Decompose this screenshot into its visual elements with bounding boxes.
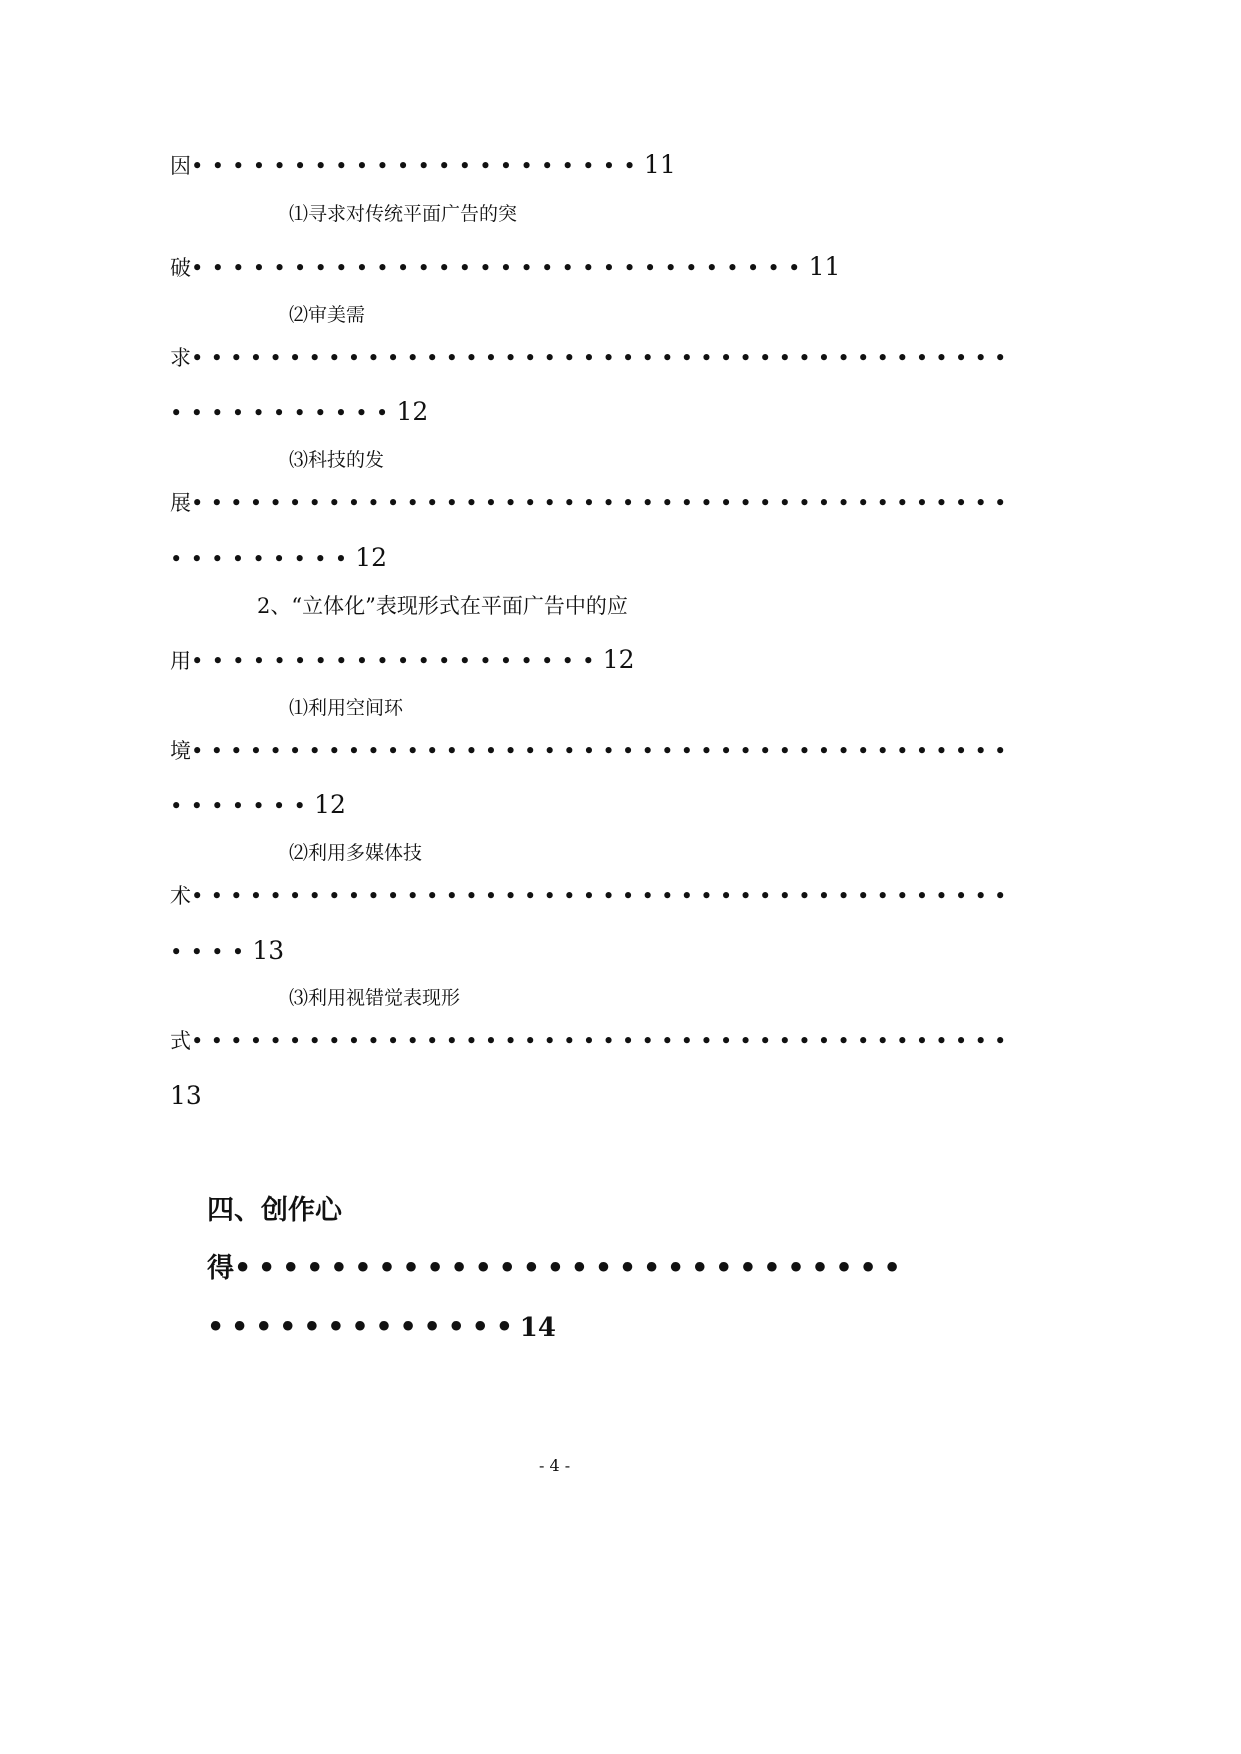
toc-section-entry-creation-cont[interactable] bbox=[207, 1314, 556, 1341]
toc-entry-text: 得 bbox=[207, 1253, 234, 1284]
toc-leader-dots: •••••••••••••••••••••••••••••• bbox=[191, 256, 809, 280]
toc-subentry-aesthetic[interactable]: ⑵审美需 bbox=[289, 304, 366, 326]
toc-entry-text: 用 bbox=[170, 649, 191, 673]
toc-page-number: 12 bbox=[396, 397, 429, 426]
toc-page-number: 11 bbox=[808, 252, 841, 281]
toc-leader-dots: •••••••••••••••••••••••••••••••••••••••••• bbox=[191, 884, 1014, 908]
toc-entry-text: 式 bbox=[170, 1029, 191, 1053]
toc-leader-dots: •••••••••••••••••••••• bbox=[191, 154, 644, 178]
toc-entry-technology-development[interactable] bbox=[170, 493, 1014, 514]
toc-entry-application[interactable] bbox=[170, 647, 635, 672]
toc-leader-dots: •••••••••••••••••••••••••••••••••••••••••• bbox=[191, 739, 1014, 763]
toc-page-number: 14 bbox=[519, 1313, 556, 1343]
toc-page-number: 12 bbox=[602, 645, 635, 674]
toc-entry-text: 境 bbox=[170, 739, 191, 763]
toc-entry-reason[interactable] bbox=[170, 152, 676, 177]
toc-entry-space-environment-cont[interactable] bbox=[170, 792, 346, 817]
toc-leader-dots: ••••••••••••• bbox=[207, 1312, 520, 1343]
toc-page-number: 12 bbox=[314, 790, 346, 819]
toc-section-heading-creation[interactable]: 四、创作心 bbox=[207, 1195, 342, 1226]
toc-leader-dots: •••••••••••••••••••••••••••••••••••••••••• bbox=[191, 1029, 1014, 1053]
toc-entry-text: 展 bbox=[170, 491, 191, 515]
toc-leader-dots: ••••••••• bbox=[170, 547, 356, 571]
toc-leader-dots: •••••••••••••••••••••••••••••••••••••••••• bbox=[191, 346, 1014, 370]
toc-entry-text: 求 bbox=[170, 346, 191, 370]
toc-leader-dots: •••••••••••••••••••••••••••••••••••••••••• bbox=[191, 491, 1014, 515]
toc-subentry-multimedia[interactable]: ⑵利用多媒体技 bbox=[289, 842, 423, 864]
toc-entry-aesthetic-demand-cont[interactable] bbox=[170, 399, 428, 424]
toc-entry-aesthetic-demand[interactable] bbox=[170, 348, 1014, 369]
toc-subentry-technology[interactable]: ⑶科技的发 bbox=[289, 449, 385, 471]
toc-entry-text: 术 bbox=[170, 884, 191, 908]
toc-page-number[interactable]: 13 bbox=[170, 1081, 202, 1110]
toc-page-number: 13 bbox=[252, 936, 285, 965]
toc-leader-dots: •••••••••••••••••••••••••••• bbox=[234, 1253, 908, 1284]
page-number-footer: - 4 - bbox=[539, 1456, 571, 1475]
toc-leader-dots: ••••••••••• bbox=[170, 401, 397, 425]
toc-leader-dots: ••••••• bbox=[170, 794, 315, 818]
toc-leader-dots: •••• bbox=[170, 940, 253, 964]
toc-entry-text: 因 bbox=[170, 154, 191, 178]
toc-page-number: 12 bbox=[355, 543, 388, 572]
toc-entry-text: 破 bbox=[170, 256, 191, 280]
toc-entry-technology-development-cont[interactable] bbox=[170, 545, 387, 570]
toc-section-entry-creation[interactable] bbox=[207, 1255, 908, 1282]
toc-subentry-space[interactable]: ⑴利用空间环 bbox=[289, 697, 404, 719]
toc-entry-breakthrough[interactable] bbox=[170, 254, 840, 279]
toc-page-number: 11 bbox=[643, 150, 676, 179]
toc-entry-space-environment[interactable] bbox=[170, 741, 1014, 762]
toc-subsection-application[interactable]: 2、“立体化”表现形式在平面广告中的应 bbox=[257, 594, 628, 618]
toc-subentry-breakthrough[interactable]: ⑴寻求对传统平面广告的突 bbox=[289, 203, 518, 225]
toc-entry-optical-illusion-form[interactable] bbox=[170, 1031, 1014, 1052]
toc-entry-multimedia-technology[interactable] bbox=[170, 886, 1014, 907]
toc-entry-multimedia-technology-cont[interactable] bbox=[170, 938, 284, 963]
toc-subentry-optical-illusion[interactable]: ⑶利用视错觉表现形 bbox=[289, 987, 461, 1009]
toc-leader-dots: •••••••••••••••••••• bbox=[191, 649, 603, 673]
